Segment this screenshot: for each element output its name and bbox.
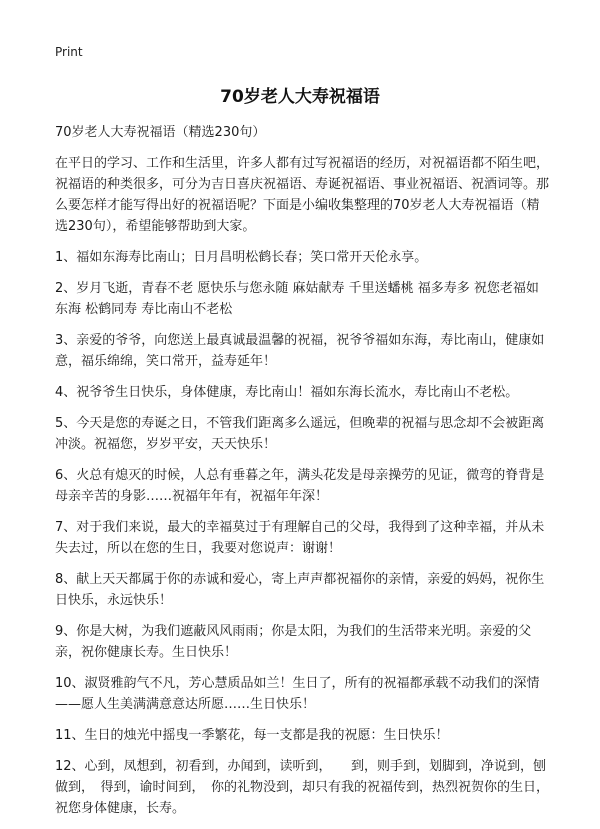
- wish-list: [55, 247, 550, 819]
- intro-paragraph: 在平日的学习、工作和生活里，许多人都有过写祝福语的经历，对祝福语都不陌生吧，祝福语的种类很多，可分为吉日喜庆祝福语、寿诞祝福语、事业祝福语、祝酒词等。那么要怎样才能写得出好的祝福语呢？下面是小编收集整理的70岁老人大寿祝福语（精选230句），希望能够帮助到大家。: [55, 156, 550, 234]
- print-link[interactable]: Print: [55, 45, 83, 59]
- wish-item: 8、献上天天都属于你的赤诚和爱心，寄上声声都祝福你的亲情，亲爱的妈妈，祝你生日快乐，永远快乐！: [55, 572, 545, 608]
- wish-item: 3、亲爱的爷爷，向您送上最真诚最温馨的祝福，祝爷爷福如东海，寿比南山，健康如意，福乐绵绵，笑口常开，益寿延年！: [55, 333, 545, 369]
- wish-item: 4、祝爷爷生日快乐，身体健康，寿比南山！福如东海长流水，寿比南山不老松。: [55, 385, 519, 400]
- page-title: 70岁老人大寿祝福语: [220, 87, 380, 107]
- wish-item: 5、今天是您的寿诞之日，不管我们距离多么遥远，但晚辈的祝福与思念却不会被距离冲淡。祝福您，岁岁平安，天天快乐！: [55, 416, 545, 452]
- wish-item: 10、淑贤雅韵气不凡，芳心慧质品如兰！生日了，所有的祝福都承载不动我们的深情——愿人生美满满意意达所愿……生日快乐！: [55, 676, 540, 712]
- wish-item: 2、岁月飞逝，青春不老 愿快乐与您永随 麻姑献寿 千里送蟠桃 福多寿多 祝您老福如东海 松鹤同寿 寿比南山不老松: [55, 281, 539, 317]
- wish-item: 11、生日的烛光中摇曳一季繁花，每一支都是我的祝愿：生日快乐！: [55, 728, 449, 743]
- wish-item: 6、火总有熄灭的时候，人总有垂暮之年，满头花发是母亲操劳的见证，微弯的脊背是母亲辛苦的身影……祝福年年有，祝福年年深！: [55, 468, 545, 504]
- wish-item: 1、福如东海寿比南山；日月昌明松鹤长春；笑口常开天伦永享。: [55, 250, 428, 265]
- document-body: [55, 122, 550, 829]
- document-subtitle: 70岁老人大寿祝福语（精选230句）: [55, 125, 266, 140]
- wish-item: 7、对于我们来说，最大的幸福莫过于有理解自己的父母，我得到了这种幸福，并从未失去过，所以在您的生日，我要对您说声：谢谢！: [55, 520, 545, 556]
- wish-item: 12、心到，凤想到，初看到，办闻到，读听到， 到，则手到，划脚到，净说到，刨做到， 得到，谕时间到， 你的礼物没到，却只有我的祝福传到，热烈祝贺你的生日，祝您身体健康，长寿。: [55, 759, 550, 816]
- wish-item: 9、你是大树，为我们遮蔽风风雨雨；你是太阳，为我们的生活带来光明。亲爱的父亲，祝你健康长寿。生日快乐！: [55, 624, 532, 660]
